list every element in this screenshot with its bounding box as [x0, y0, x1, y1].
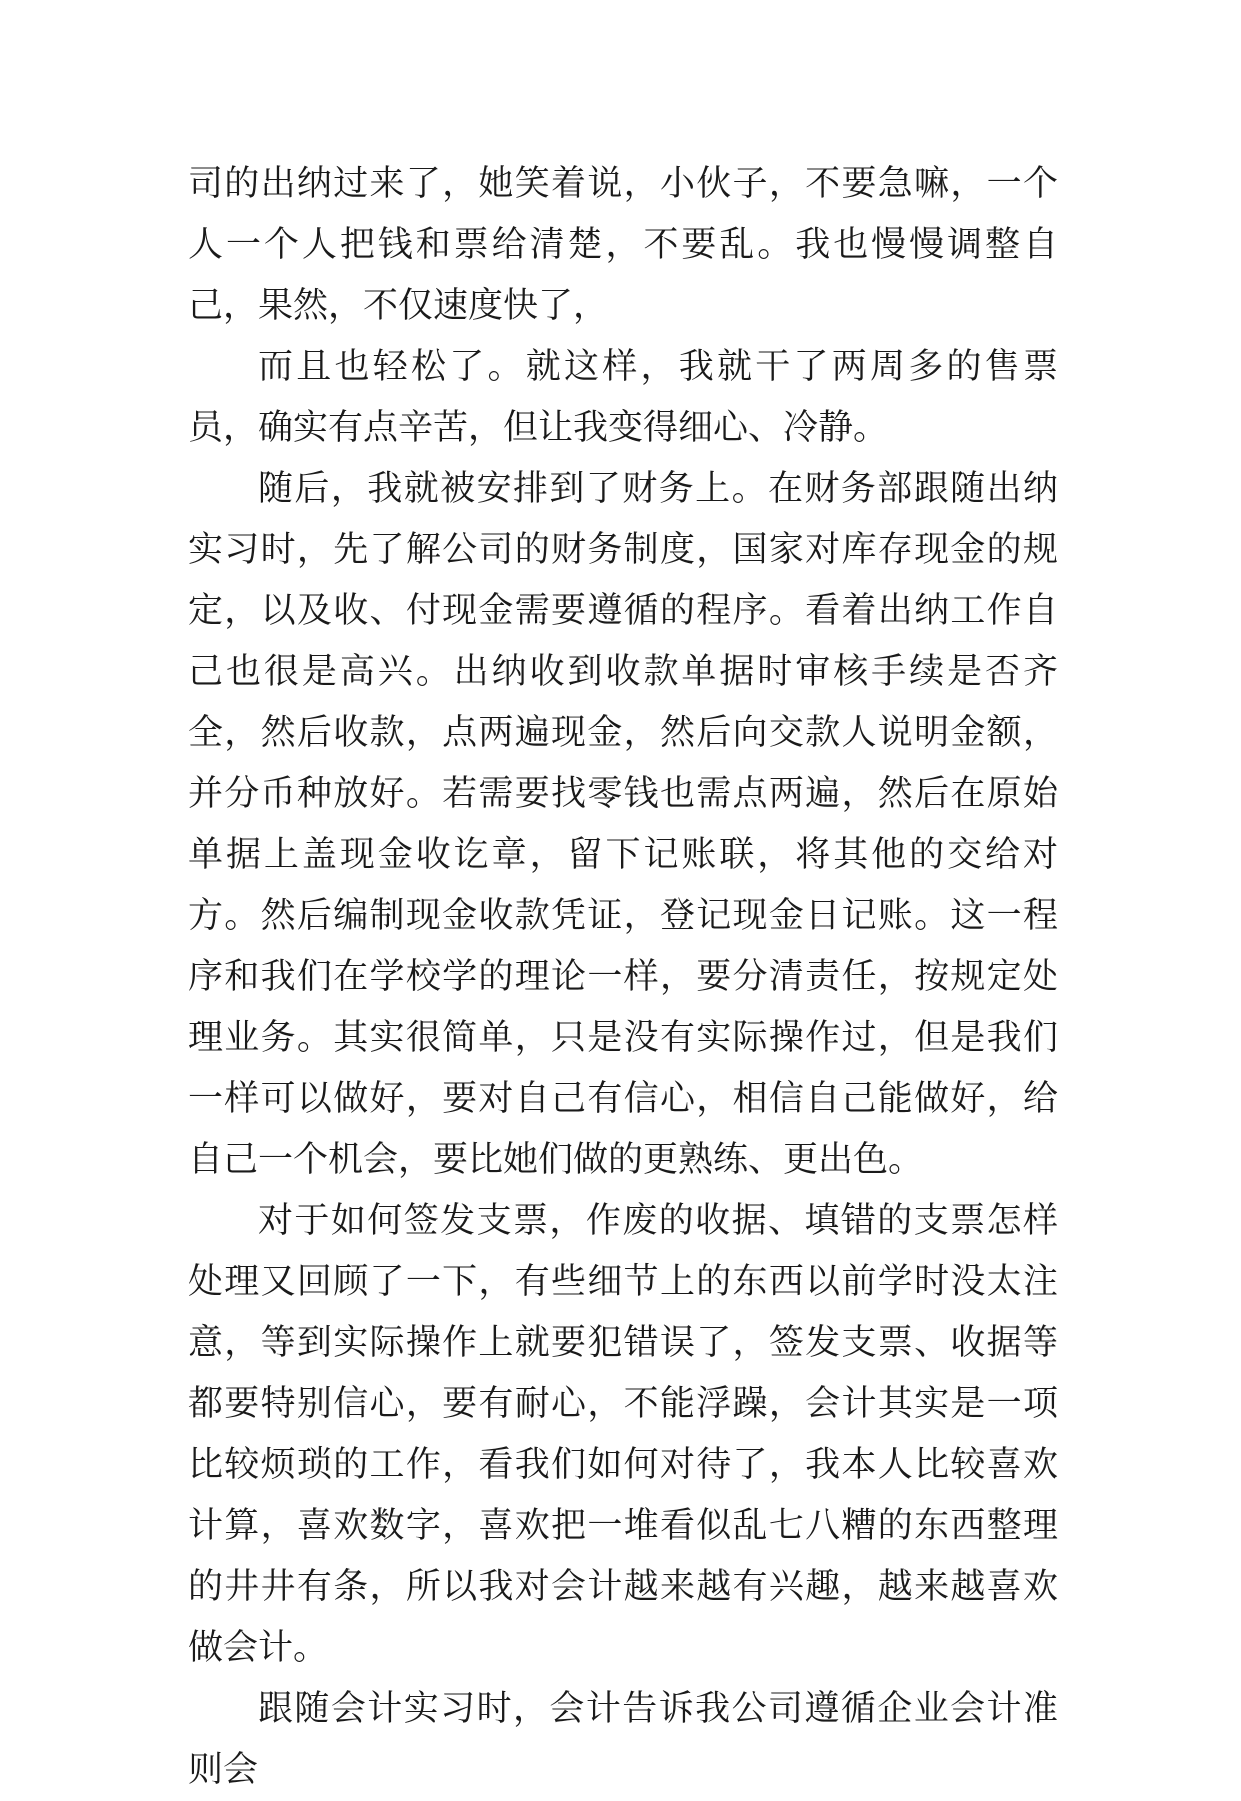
paragraph-1: 司的出纳过来了，她笑着说，小伙子，不要急嘛，一个人一个人把钱和票给清楚，不要乱。我也慢慢调整自己，果然，不仅速度快了，: [188, 164, 1058, 326]
paragraph-3: 随后，我就被安排到了财务上。在财务部跟随出纳实习时，先了解公司的财务制度，国家对库存现金的规定，以及收、付现金需要遵循的程序。看着出纳工作自己也很是高兴。出纳收到收款单据时审核手续是否齐全，然后收款，点两遍现金，然后向交款人说明金额，并分币种放好。若需要找零钱也需点两遍，然后在原始单据上盖现金收讫章，留下记账联，将其他的交给对方。然后编制现金收款凭证，登记现金日记账。这一程序和我们在学校学的理论一样，要分清责任，按规定处理业务。其实很简单，只是没有实际操作过，但是我们一样可以做好，要对自己有信心，相信自己能做好，给自己一个机会，要比她们做的更熟练、更出色。: [188, 469, 1058, 1180]
paragraph-5: 跟随会计实习时，会计告诉我公司遵循企业会计准则会: [188, 1689, 1058, 1790]
paragraph-2: 而且也轻松了。就这样，我就干了两周多的售票员，确实有点辛苦，但让我变得细心、冷静。: [188, 347, 1058, 448]
body-text: [188, 154, 1058, 1801]
paragraph-4: 对于如何签发支票，作废的收据、填错的支票怎样处理又回顾了一下，有些细节上的东西以前学时没太注意，等到实际操作上就要犯错误了，签发支票、收据等都要特别信心，要有耐心，不能浮躁，会计其实是一项比较烦琐的工作，看我们如何对待了，我本人比较喜欢计算，喜欢数字，喜欢把一堆看似乱七八糟的东西整理的井井有条，所以我对会计越来越有兴趣，越来越喜欢做会计。: [188, 1201, 1058, 1668]
